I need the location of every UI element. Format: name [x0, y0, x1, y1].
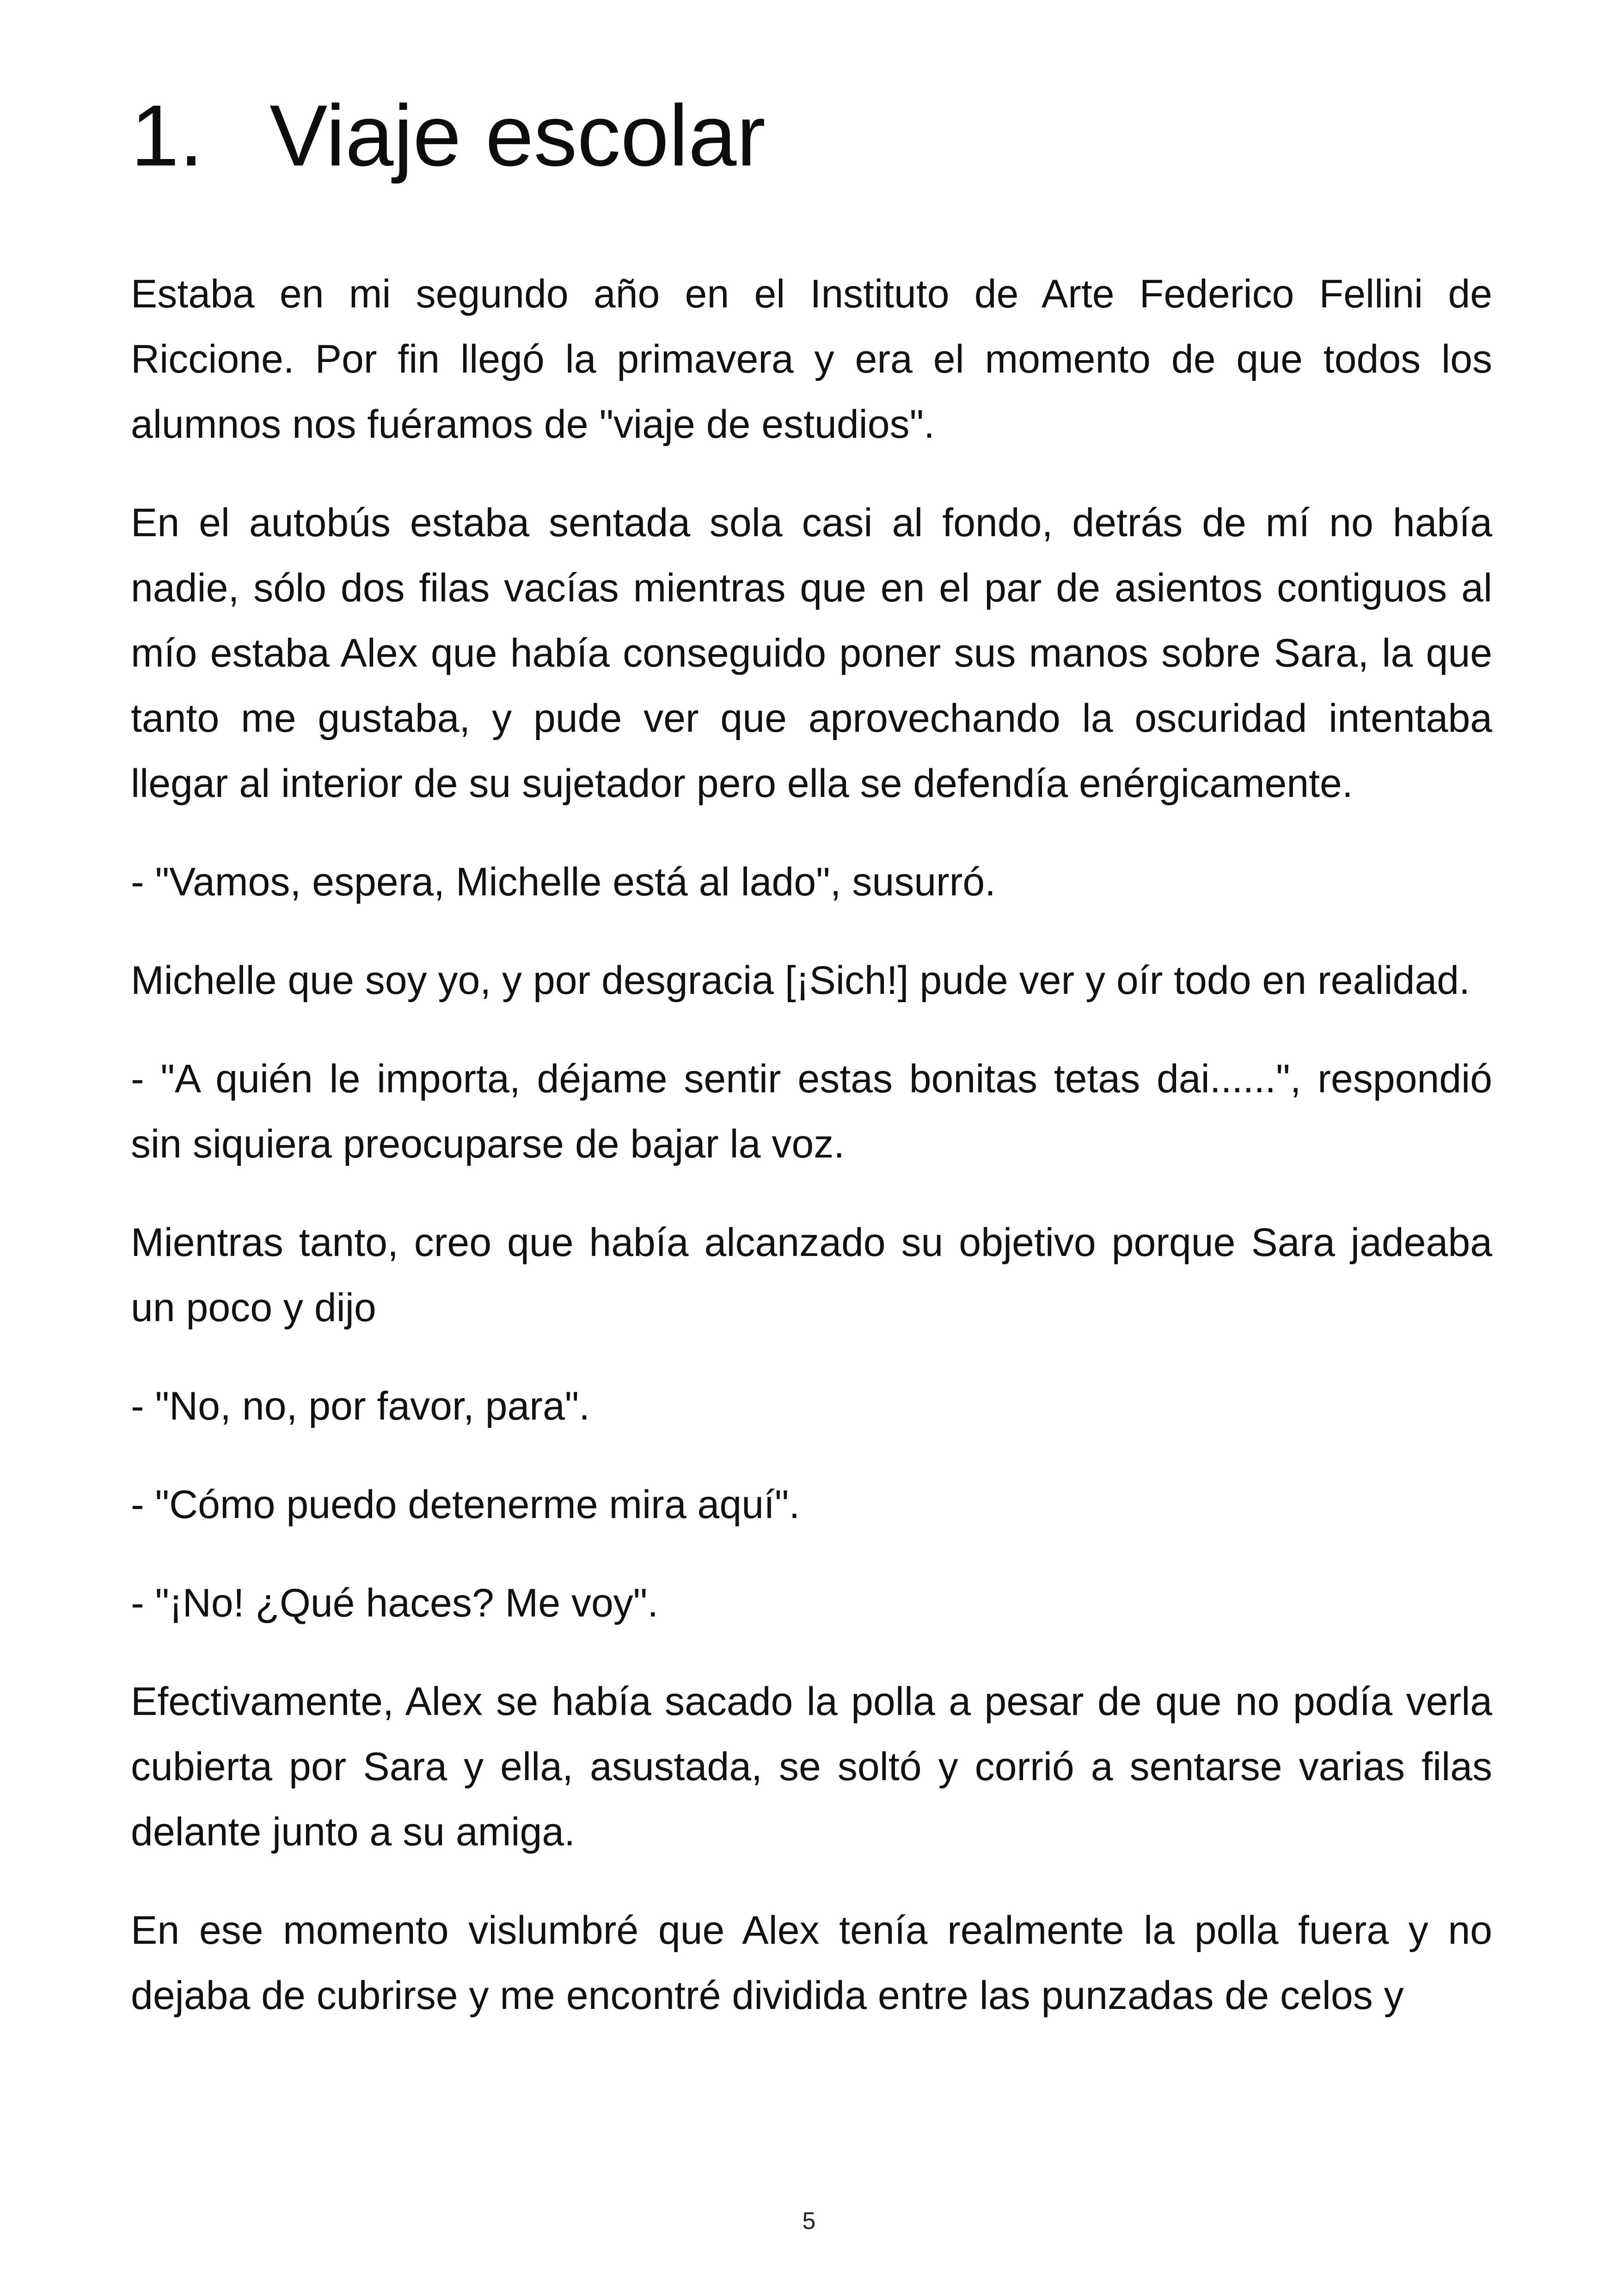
chapter-title: Viaje escolar — [270, 87, 766, 184]
paragraph: - "A quién le importa, déjame sentir estas bonitas tetas dai......", respondió sin siquiera preocuparse de bajar la voz. — [131, 1057, 1492, 1166]
chapter-number: 1. — [131, 87, 203, 184]
paragraph: En el autobús estaba sentada sola casi al fondo, detrás de mí no había nadie, sólo dos filas vacías mientras que en el par de asientos contiguos al mío estaba Alex que había conseguido poner sus manos sobre Sara, la que tanto me gustaba, y pude ver que aprovechando la oscuridad intentaba llegar al interior de su sujetador pero ella se defendía enérgicamente. — [131, 501, 1492, 806]
paragraph: - "¡No! ¿Qué haces? Me voy". — [131, 1581, 659, 1625]
paragraph: Michelle que soy yo, y por desgracia [¡Sich!] pude ver y oír todo en realidad. — [131, 958, 1470, 1003]
paragraph: - "No, no, por favor, para". — [131, 1384, 590, 1428]
paragraph: - "Cómo puedo detenerme mira aquí". — [131, 1482, 800, 1527]
chapter-heading — [131, 88, 766, 184]
paragraph: Efectivamente, Alex se había sacado la polla a pesar de que no podía verla cubierta por Sara y ella, asustada, se soltó y corrió a sentarse varias filas delante junto a su amiga. — [131, 1679, 1492, 1854]
chapter-body — [131, 262, 1492, 2062]
page-number: 5 — [802, 2208, 816, 2235]
paragraph: Mientras tanto, creo que había alcanzado su objetivo porque Sara jadeaba un poco y dijo — [131, 1220, 1492, 1330]
paragraph: Estaba en mi segundo año en el Instituto de Arte Federico Fellini de Riccione. Por fin llegó la primavera y era el momento de que todos los alumnos nos fuéramos de "viaje de estudios". — [131, 272, 1492, 447]
paragraph: En ese momento vislumbré que Alex tenía realmente la polla fuera y no dejaba de cubrirse y me encontré dividida entre las punzadas de celos y — [131, 1908, 1492, 2018]
paragraph: - "Vamos, espera, Michelle está al lado", susurró. — [131, 860, 996, 904]
